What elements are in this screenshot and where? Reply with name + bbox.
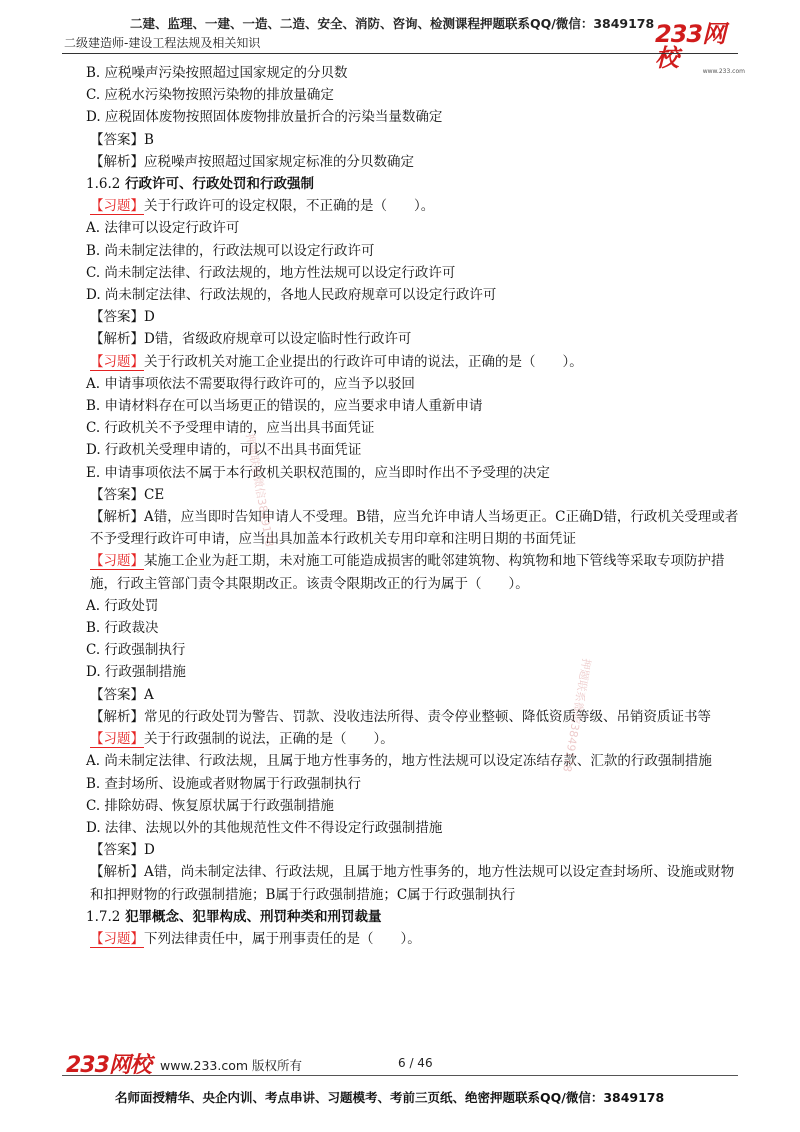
exercise-tag: 【习题】 [90,930,144,947]
explanation: 【解析】应税噪声按照超过国家规定标准的分贝数确定 [90,153,414,170]
option-b: B. 尚未制定法律的，行政法规可以设定行政许可 [86,242,375,259]
explanation: 【解析】A错，应当即时告知申请人不受理。B错，应当允许申请人当场更正。C正确D错，行政机关受理或者不予受理行政许可申请，应当出具加盖本行政机关专用印章和注明日期的书面凭证 [90,509,739,548]
answer: 【答案】A [90,686,154,703]
logo-233 [655,20,745,75]
option-d: D. 尚未制定法律、行政法规的，各地人民政府规章可以设定行政许可 [86,287,497,304]
option-b: B. 行政裁决 [86,620,159,637]
section-title: 行政许可、行政处罚和行政强制 [125,176,315,193]
option-c: C. 应税水污染物按照污染物的排放量确定 [86,87,334,104]
option-e: E. 申请事项依法不属于本行政机关职权范围的，应当即时作出不予受理的决定 [86,464,550,481]
question-4 [70,728,740,750]
document-body [70,62,740,950]
answer: 【答案】D [90,309,155,326]
logo-text: 233网校 [655,20,726,72]
answer: 【答案】D [90,842,155,859]
option-c: C. 排除妨碍、恢复原状属于行政强制措施 [86,797,334,814]
watermark: 押题联系微信3849178 [243,432,276,548]
question-text: 关于行政许可的设定权限，不正确的是（ ）。 [144,198,435,215]
option-d: D. 行政强制措施 [86,664,186,681]
section-number: 1.6.2 [86,176,121,193]
section-number: 1.7.2 [86,908,121,925]
exercise-tag: 【习题】 [90,198,144,215]
answer: 【答案】B [90,131,154,148]
question-5 [70,928,740,950]
question-text: 某施工企业为赶工期，未对施工可能造成损害的毗邻建筑物、构筑物和地下管线等采取专项防护措施，行政主管部门责令其限期改正。该责令限期改正的行为属于（ ）。 [90,553,725,592]
question-2 [70,351,740,373]
section-heading [70,173,740,195]
option-a: A. 申请事项依法不需要取得行政许可的，应当予以驳回 [86,375,415,392]
section-heading [70,906,740,928]
option-c: C. 尚未制定法律、行政法规的，地方性法规可以设定行政许可 [86,264,456,281]
question-1 [70,195,740,217]
footer-divider [62,1075,738,1076]
footer-logo: 233网校 [66,1053,151,1078]
question-3 [70,550,740,594]
footer-promo: 名师面授精华、央企内训、考点串讲、习题模考、考前三页纸、绝密押题联系QQ/微信：3849178 [115,1090,665,1105]
question-text: 关于行政机关对施工企业提出的行政许可申请的说法，正确的是（ ）。 [144,353,583,370]
page-number: 6 / 46 [398,1056,433,1070]
explanation: 【解析】A错，尚未制定法律、行政法规，且属于地方性事务的，地方性法规可以设定查封场所、设施或财物和扣押财物的行政强制措施；B属于行政强制措施；C属于行政强制执行 [90,864,735,903]
option-b: B. 申请材料存在可以当场更正的错误的，应当要求申请人重新申请 [86,398,483,415]
question-text: 关于行政强制的说法，正确的是（ ）。 [144,731,394,748]
option-b: B. 应税噪声污染按照超过国家规定的分贝数 [86,65,348,81]
explanation: 【解析】D错，省级政府规章可以设定临时性行政许可 [90,331,412,348]
section-title: 犯罪概念、犯罪构成、刑罚种类和刑罚裁量 [125,908,382,925]
exercise-tag: 【习题】 [90,553,144,570]
option-c: C. 行政强制执行 [86,642,186,659]
header-subtitle: 二级建造师-建设工程法规及相关知识 [64,36,261,50]
option-a: A. 尚未制定法律、行政法规，且属于地方性事务的，地方性法规可以设定冻结存款、汇款的行政强制措施 [86,753,712,770]
answer: 【答案】CE [90,486,165,503]
footer-site: www.233.com 版权所有 [160,1058,302,1073]
option-a: A. 法律可以设定行政许可 [86,220,240,237]
option-b: B. 查封场所、设施或者财物属于行政强制执行 [86,775,362,792]
option-c: C. 行政机关不予受理申请的，应当出具书面凭证 [86,420,375,437]
option-d: D. 应税固体废物按照固体废物排放量折合的污染当量数确定 [86,109,443,126]
exercise-tag: 【习题】 [90,353,144,370]
header-promo: 二建、监理、一建、一造、二造、安全、消防、咨询、检测课程押题联系QQ/微信：3849178 [130,16,655,31]
watermark: 押题联系微信3849178 [560,657,594,773]
header-divider [62,53,738,54]
option-a: A. 行政处罚 [86,597,159,614]
option-d: D. 行政机关受理申请的，可以不出具书面凭证 [86,442,362,459]
question-text: 下列法律责任中，属于刑事责任的是（ ）。 [144,930,421,947]
logo-url: www.233.com [702,68,745,75]
option-d: D. 法律、法规以外的其他规范性文件不得设定行政强制措施 [86,819,443,836]
exercise-tag: 【习题】 [90,731,144,748]
explanation: 【解析】常见的行政处罚为警告、罚款、没收违法所得、责令停业整顿、降低资质等级、吊销资质证书等 [90,708,711,725]
